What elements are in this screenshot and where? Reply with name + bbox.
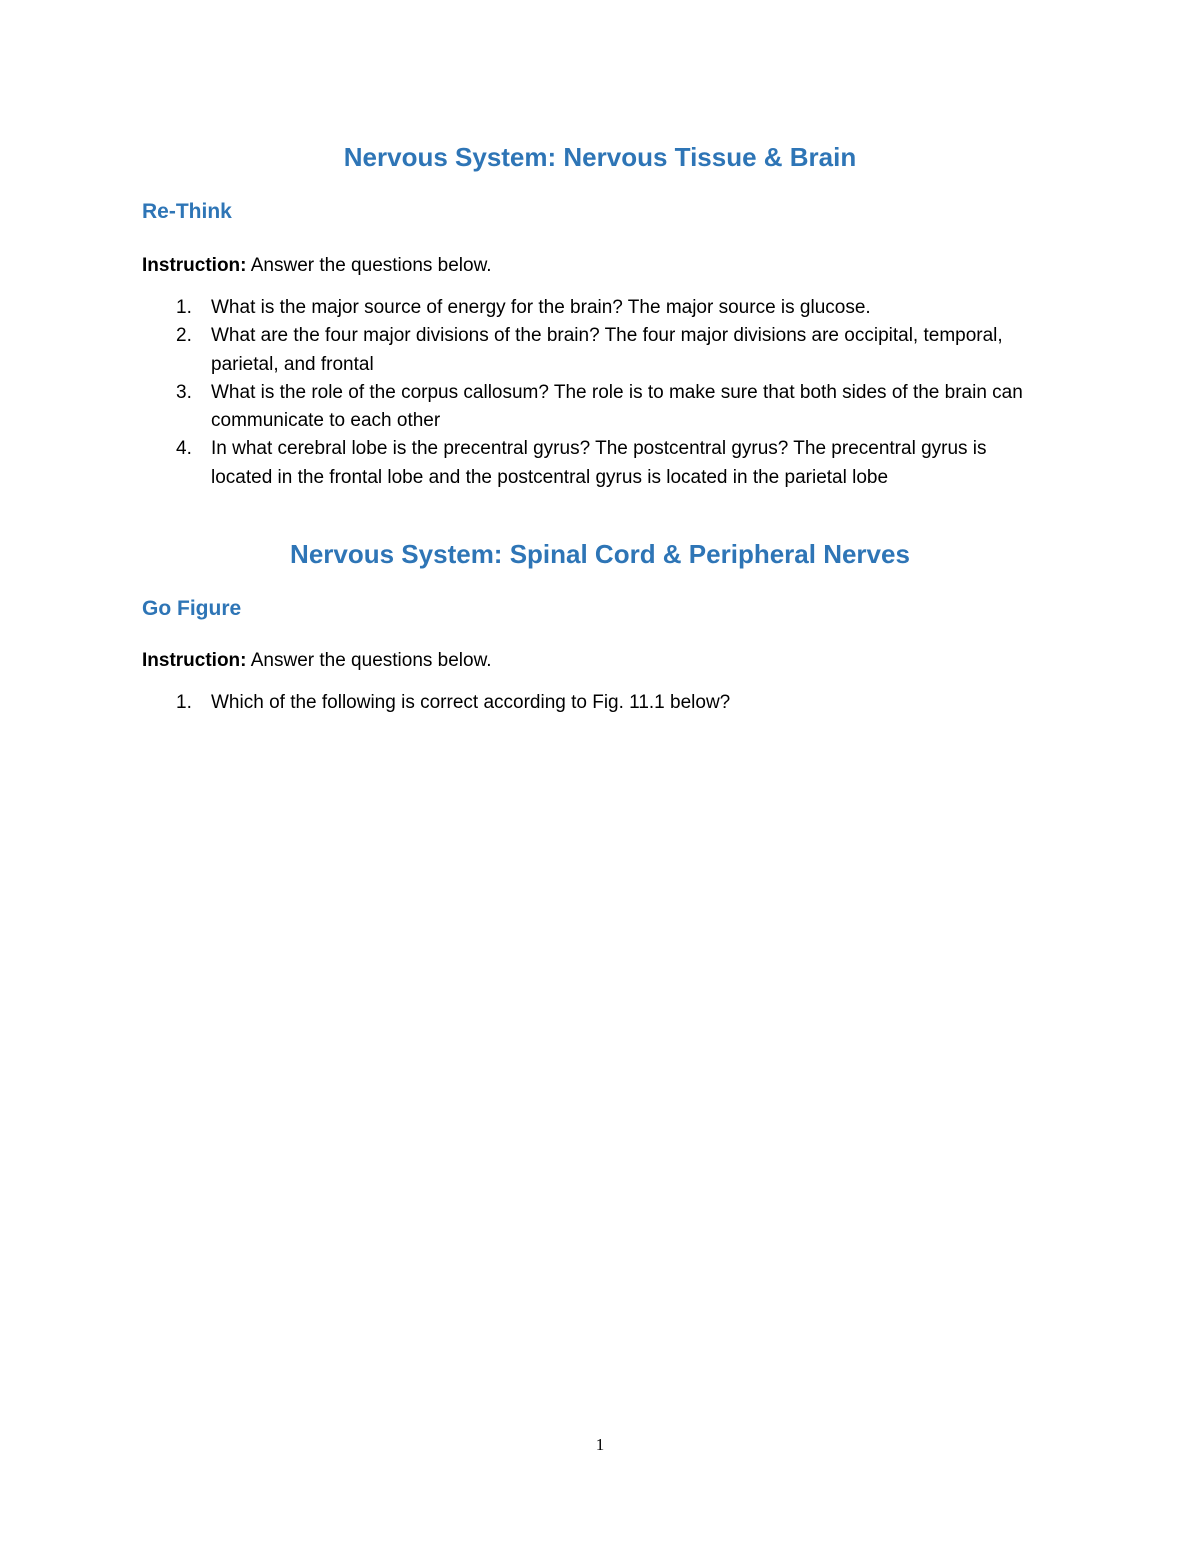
page-number: 1 [595, 1435, 605, 1454]
list-item [142, 689, 1052, 717]
instruction-line [142, 253, 492, 279]
question-number: 2. [176, 325, 192, 347]
instruction-line [142, 648, 492, 674]
instruction-label: Instruction: [142, 650, 247, 671]
section-title: Nervous System: Nervous Tissue & Brain [343, 142, 857, 172]
question-number: 4. [176, 438, 192, 460]
instruction-text: Answer the questions below. [246, 650, 492, 671]
instruction-text: Answer the questions below. [246, 255, 492, 276]
instruction-label: Instruction: [142, 255, 247, 276]
section-subheading: Go Figure [142, 597, 242, 620]
question-text: What is the major source of energy for the brain? The major source is glucose. [211, 297, 871, 318]
question-text: What is the role of the corpus callosum? The role is to make sure that both sides of the brain can communicate to each other [211, 381, 1023, 432]
question-text: In what cerebral lobe is the precentral gyrus? The postcentral gyrus? The precentral gyrus is located in the frontal lobe and the postcentral gyrus is located in the parietal lobe [211, 438, 987, 488]
question-list [142, 294, 1052, 492]
question-number: 1. [176, 297, 192, 318]
list-item [142, 435, 1052, 492]
question-number: 3. [176, 381, 192, 403]
list-item [142, 322, 1052, 379]
list-item [142, 294, 1052, 322]
question-text: What are the four major divisions of the brain? The four major divisions are occipital, temporal, parietal, and frontal [211, 325, 1003, 375]
question-text: Which of the following is correct according to Fig. 11.1 below? [211, 692, 731, 713]
question-number: 1. [176, 692, 192, 713]
section-subheading: Re-Think [142, 200, 232, 223]
list-item [142, 379, 1052, 436]
question-list [142, 689, 1052, 717]
section-title: Nervous System: Spinal Cord & Peripheral Nerves [290, 539, 910, 569]
